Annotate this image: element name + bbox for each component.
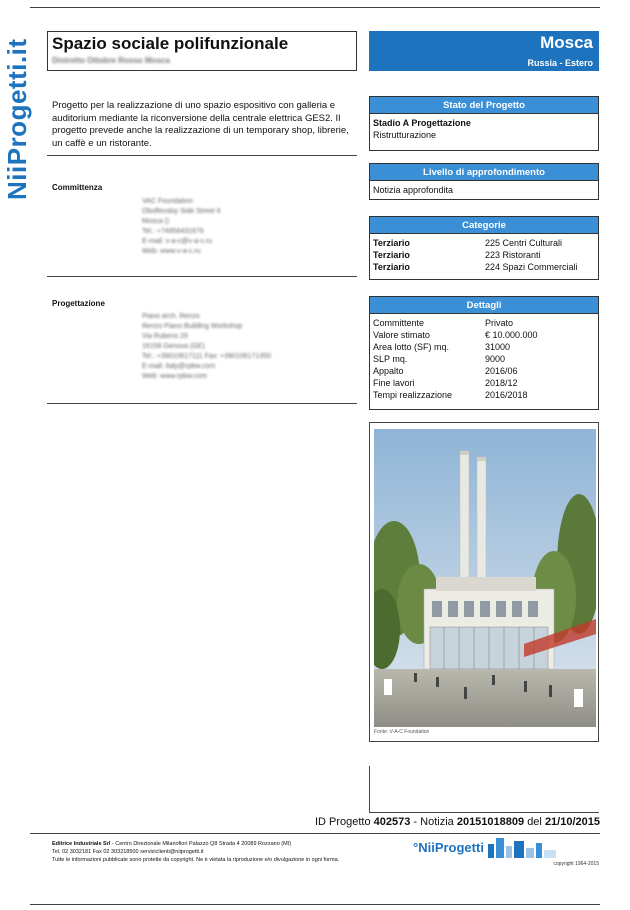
desc-divider [47, 155, 357, 156]
copyright-notice: Tutte le informazioni pubblicate sono protette da copyright. Ne è vietata la riproduzione e/o divulgazione in ogni forma. [52, 857, 340, 863]
detail-row [373, 341, 595, 353]
progettazione-divider [47, 403, 357, 404]
category-type: Terziario [373, 238, 410, 248]
stato-header: Stato del Progetto [370, 97, 598, 114]
page-title: Spazio sociale polifunzionale [52, 34, 289, 53]
company-address: - Centro Direzionale Milanofiori Palazzo Q8 Strada 4 20089 Rozzano (MI) [110, 841, 292, 847]
committenza-label: Committenza [52, 183, 103, 192]
detail-row [373, 329, 595, 341]
dettagli-header: Dettagli [370, 297, 598, 314]
stato-sub: Ristrutturazione [373, 130, 437, 140]
committenza-line: Web: www.v-a-c.ru [142, 248, 201, 255]
top-border [30, 7, 600, 8]
detail-key: SLP mq. [373, 354, 408, 364]
detail-key: Tempi realizzazione [373, 390, 453, 400]
vertical-logo-text: NiiProgetti.it [2, 38, 32, 200]
skyline-icon [488, 836, 558, 858]
progettazione-line: 16158 Genova (GE) [142, 343, 205, 350]
location-line: Distretto Ottobre Rosso Mosca [52, 56, 170, 65]
stato-phase: Stadio A Progettazione [373, 118, 471, 128]
category-row [373, 261, 595, 273]
footer-wordmark-text: NiiProgetti [418, 839, 484, 855]
livello-header: Livello di approfondimento [370, 164, 598, 181]
livello-panel [369, 163, 599, 200]
detail-row [373, 377, 595, 389]
committenza-details [142, 197, 221, 257]
detail-row [373, 365, 595, 377]
detail-key: Area lotto (SF) mq. [373, 342, 450, 352]
progettazione-line: Renzo Piano Building Workshop [142, 323, 243, 330]
copyright: copyright 1964-2015 [553, 861, 599, 867]
category-type: Terziario [373, 250, 410, 260]
detail-value: 2016/2018 [485, 390, 528, 400]
date-prefix: del [527, 816, 542, 828]
progettazione-line: Piano arch. Renzo [142, 313, 200, 320]
categorie-panel [369, 216, 599, 280]
progettazione-line: Tel.: +39010617111 Fax: +390106171350 [142, 353, 271, 360]
company-contacts: Tel. 02 3032181 Fax 02 303218500 serviziclienti@niiprogetti.it [52, 849, 204, 855]
categorie-header: Categorie [370, 217, 598, 234]
notizia-date: 21/10/2015 [544, 816, 600, 828]
detail-value: Privato [485, 318, 514, 328]
photo-side-rule [369, 766, 370, 812]
progettazione-details [142, 312, 271, 382]
country-name: Russia - Estero [527, 58, 593, 68]
company-name: Editrice Industriale Srl [52, 841, 111, 847]
category-row [373, 249, 595, 261]
notizia-id: 20151018809 [456, 816, 525, 828]
detail-value: € 10.000.000 [485, 330, 538, 340]
city-box [369, 31, 599, 71]
committenza-line: VAC Foundation [142, 198, 193, 205]
category-value: 223 Ristoranti [485, 250, 541, 260]
footer-rule [30, 833, 600, 834]
committenza-line: Tel.: +74956431676 [142, 228, 204, 235]
project-id-line [315, 816, 600, 828]
city-name: Mosca [540, 33, 593, 52]
detail-row [373, 389, 595, 401]
progettazione-line: E-mail: italy@rpbw.com [142, 363, 216, 370]
detail-value: 2018/12 [485, 378, 518, 388]
progettazione-label: Progettazione [52, 299, 105, 308]
detail-key: Appalto [373, 366, 404, 376]
category-type: Terziario [373, 262, 410, 272]
detail-key: Valore stimato [373, 330, 430, 340]
detail-key: Committente [373, 318, 425, 328]
detail-value: 31000 [485, 342, 511, 352]
category-row [373, 237, 595, 249]
project-id: 402573 [373, 816, 411, 828]
stato-panel [369, 96, 599, 151]
category-value: 224 Spazi Commerciali [485, 262, 578, 272]
committenza-line: Mosca () [142, 218, 170, 225]
progettazione-line: Via Rubens 29 [142, 333, 188, 340]
notizia-prefix: - Notizia [413, 816, 454, 828]
niiprogetti-vertical-logo[interactable] [2, 38, 32, 200]
photo-frame [369, 422, 599, 742]
footer-wordmark: °NiiProgetti [413, 839, 484, 855]
photo-caption: Fonte: V-A-C Foundation [374, 729, 430, 735]
project-description: Progetto per la realizzazione di uno spazio espositivo con galleria e auditorium mediante la riconversione della centrale elettrica GES2. Il progetto prevede anche la realizzazione di un temporary shop, librerie, un caffè e un ristorante. [52, 100, 349, 149]
project-rendering[interactable] [374, 429, 596, 727]
detail-row [373, 353, 595, 365]
committenza-divider [47, 276, 357, 277]
id-prefix: ID Progetto [314, 816, 371, 828]
dettagli-panel [369, 296, 599, 410]
livello-value: Notizia approfondita [373, 185, 454, 195]
bottom-border [30, 904, 600, 905]
committenza-line: Obolfevskiy Side Street 6 [142, 208, 221, 215]
progettazione-line: Web: www.rpbw.com [142, 373, 207, 380]
detail-row [373, 317, 595, 329]
detail-value: 2016/06 [485, 366, 518, 376]
title-box [47, 31, 357, 71]
footer-info [52, 840, 339, 864]
niiprogetti-footer-logo[interactable] [413, 836, 558, 858]
category-value: 225 Centri Culturali [485, 238, 563, 248]
committenza-line: E-mail: v-a-c@v-a-c.ru [142, 238, 213, 245]
detail-key: Fine lavori [373, 378, 415, 388]
photo-bottom-rule [369, 812, 599, 813]
detail-value: 9000 [485, 354, 506, 364]
